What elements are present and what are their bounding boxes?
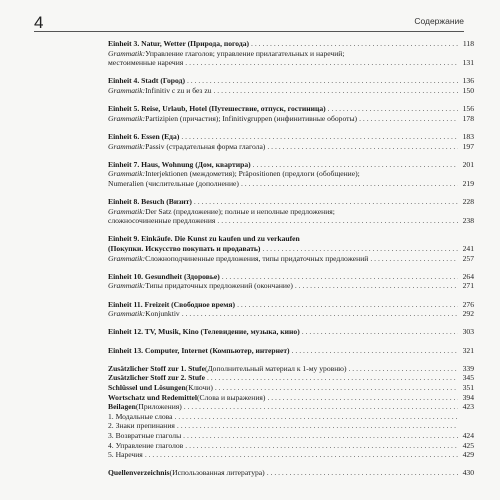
grammar-label: Grammatik: [108, 253, 146, 263]
page-ref: 178 [462, 113, 474, 123]
appendix-line [108, 364, 474, 374]
unit-title-line [108, 346, 474, 356]
entry-text: сложносочиненные предложения [108, 216, 216, 226]
appendix-line [108, 402, 474, 412]
unit-title: Einheit 12. TV, Musik, Kino (Телевидение, музыка, кино) [108, 327, 300, 337]
dot-leader [241, 179, 458, 189]
page-number: 4 [34, 13, 44, 32]
appendix-line [108, 373, 474, 383]
unit-title-line [108, 132, 474, 142]
grammar-label: Grammatik: [108, 141, 146, 151]
dot-leader [292, 346, 458, 356]
page-ref: 197 [462, 141, 474, 151]
unit-title: Einheit 5. Reise, Urlaub, Hotel (Путешествие, отпуск, гостиница) [108, 104, 326, 114]
grammar-line [108, 216, 474, 226]
grammar-line [108, 142, 474, 152]
dot-leader [251, 39, 458, 49]
grammar-line [108, 114, 474, 124]
appendix-subtitle: 1. Модальные слова [108, 411, 173, 421]
grammar-label: Grammatik: [108, 309, 146, 319]
grammar-label: Grammatik: [108, 85, 146, 95]
unit-title: Einheit 9. Einkäufe. Die Kunst zu kaufen und zu verkaufen [108, 234, 300, 244]
dot-leader [207, 373, 458, 383]
dot-leader [328, 104, 458, 114]
grammar-line [108, 244, 474, 254]
grammar-line [108, 309, 474, 319]
toc-unit [108, 197, 474, 226]
page-ref: 276 [462, 299, 474, 309]
dot-leader [175, 412, 458, 422]
dot-leader [295, 281, 458, 291]
entry-text: Numeralien (числительные (дополнение) [108, 178, 239, 188]
unit-title: Einheit 11. Freizeit (Свободное время) [108, 299, 236, 309]
toc-unit [108, 160, 474, 189]
appendix-line [108, 441, 474, 451]
dot-leader [370, 254, 458, 264]
appendix-line [108, 393, 474, 403]
dot-leader [187, 76, 458, 86]
grammar-line [108, 86, 474, 96]
dot-leader [302, 327, 458, 337]
dot-leader [237, 300, 458, 310]
page-ref: 345 [462, 373, 474, 383]
toc-unit [108, 104, 474, 123]
page-ref: 150 [462, 85, 474, 95]
page-ref: 156 [462, 104, 474, 114]
page-ref: 131 [462, 58, 474, 68]
grammar-line [108, 254, 474, 264]
appendix-block [108, 364, 474, 460]
dot-leader [348, 364, 458, 374]
page-ref: 271 [462, 281, 474, 291]
appendix-line [108, 421, 474, 431]
appendix-line [108, 450, 474, 460]
page-ref: 425 [462, 440, 474, 450]
page-ref: 238 [462, 216, 474, 226]
toc-unit [108, 132, 474, 151]
dot-leader [185, 441, 458, 451]
grammar-label: Grammatik: [108, 48, 146, 58]
grammar-line [108, 169, 474, 179]
entry-text: местоименные наречия [108, 58, 184, 68]
unit-title: Einheit 6. Essen (Еда) [108, 131, 180, 141]
unit-title-line [108, 327, 474, 337]
grammar-label: Grammatik: [108, 113, 146, 123]
unit-title-line [108, 300, 474, 310]
appendix-title: Wortschatz und Redemittel [108, 392, 198, 402]
page-ref: 118 [462, 39, 474, 48]
running-title: Содержание [414, 16, 464, 26]
unit-title-line [108, 197, 474, 207]
appendix-title: Zusätzlicher Stoff zur 2. Stufe [108, 373, 205, 383]
grammar-text: Konjunktiv [145, 309, 180, 319]
appendix-title: Beilagen [108, 402, 136, 412]
unit-title: Einheit 4. Stadt (Город) [108, 76, 185, 86]
grammar-line [108, 179, 474, 189]
grammar-text: Partizipien (причастия); Infinitivgruppen (инфинитивные обороты) [145, 113, 358, 123]
grammar-text: Interjektionen (междометия); Präpositionen (предлоги (обобщение); [145, 169, 360, 179]
dot-leader [145, 450, 458, 460]
appendix-subtitle: (Приложения) [135, 402, 182, 412]
unit-title-line [108, 160, 474, 170]
grammar-line [108, 281, 474, 291]
page-ref: 394 [462, 392, 474, 402]
toc-unit [108, 272, 474, 291]
dot-leader [184, 402, 458, 412]
appendix-subtitle: 5. Наречия [108, 450, 143, 460]
appendix-subtitle: (Слова и выражения) [197, 392, 266, 402]
toc-unit [108, 327, 474, 337]
grammar-text: Управление глаголов; управление прилагательных и наречий; [145, 48, 345, 58]
dot-leader [214, 86, 459, 96]
grammar-label: Grammatik: [108, 169, 146, 179]
page-ref: 429 [462, 450, 474, 460]
dot-leader [267, 142, 458, 152]
unit-title: Einheit 3. Natur, Wetter (Природа, погода) [108, 39, 250, 48]
grammar-line [108, 49, 474, 59]
sources-line [108, 468, 474, 478]
dot-leader [262, 244, 458, 254]
sources-title: Quellenverzeichnis [108, 468, 170, 478]
dot-leader [182, 309, 458, 319]
unit-title: Einheit 7. Haus, Wohnung (Дом, квартира) [108, 159, 251, 169]
page-ref: 351 [462, 382, 474, 392]
page-ref: 423 [462, 402, 474, 412]
dot-leader [267, 468, 458, 478]
toc-unit [108, 76, 474, 95]
unit-title: Einheit 13. Computer, Internet (Компьютер, интернет) [108, 345, 290, 355]
dot-leader [359, 114, 458, 124]
appendix-subtitle: 4. Управление глаголов [108, 440, 184, 450]
page-ref: 201 [462, 159, 474, 169]
page-ref: 257 [462, 253, 474, 263]
grammar-text: Infinitiv с zu и без zu [145, 85, 212, 95]
page-ref: 264 [462, 271, 474, 281]
appendix-subtitle: 3. Возвратные глаголы [108, 430, 182, 440]
page-ref: 292 [462, 309, 474, 319]
grammar-label: Grammatik: [108, 281, 146, 291]
unit-title-line [108, 104, 474, 114]
appendix-subtitle: (Ключи) [185, 382, 213, 392]
dot-leader [177, 421, 458, 431]
page-ref: 228 [462, 197, 474, 207]
dot-leader [267, 393, 458, 403]
table-of-contents [108, 39, 474, 487]
dot-leader [215, 383, 458, 393]
entry-text: (Покупки. Искусство покупать и продавать) [108, 244, 261, 254]
appendix-subtitle: 2. Знаки препинания [108, 421, 175, 431]
unit-title-line [108, 234, 474, 244]
toc-unit [108, 234, 474, 263]
dot-leader [194, 197, 458, 207]
grammar-line [108, 207, 474, 217]
grammar-text: Der Satz (предложение); полные и неполные предложения; [145, 206, 335, 216]
dot-leader [183, 431, 458, 441]
page-ref: 424 [462, 430, 474, 440]
unit-title: Einheit 8. Besuch (Визит) [108, 197, 192, 207]
toc-unit [108, 300, 474, 319]
page-ref: 183 [462, 131, 474, 141]
page-ref: 321 [462, 345, 474, 355]
unit-title: Einheit 10. Gesundheit (Здоровье) [108, 271, 220, 281]
unit-title-line [108, 39, 474, 49]
dot-leader [253, 160, 458, 170]
page-ref: 303 [462, 327, 474, 337]
grammar-text: Passiv (страдательная форма глагола) [145, 141, 266, 151]
appendix-title: Schlüssel und Lösungen [108, 382, 186, 392]
appendix-line [108, 431, 474, 441]
toc-unit [108, 39, 474, 68]
toc-unit [108, 346, 474, 356]
sources-subtitle: (Использованная литература) [169, 468, 265, 478]
page-ref: 430 [462, 468, 474, 478]
header-rule [34, 31, 464, 32]
page-ref: 241 [462, 244, 474, 254]
appendix-title: Zusätzlicher Stoff zur 1. Stufe [108, 363, 205, 373]
sources-block [108, 468, 474, 478]
appendix-line [108, 383, 474, 393]
page-ref: 339 [462, 363, 474, 373]
appendix-subtitle: (Дополнительный материал к 1-му уровню) [204, 363, 347, 373]
unit-title-line [108, 272, 474, 282]
grammar-text: Типы придаточных предложений (окончание) [145, 281, 293, 291]
dot-leader [217, 216, 458, 226]
page-ref: 219 [462, 178, 474, 188]
appendix-line [108, 412, 474, 422]
page-ref: 136 [462, 76, 474, 86]
unit-title-line [108, 76, 474, 86]
grammar-line [108, 58, 474, 68]
dot-leader [222, 272, 458, 282]
grammar-label: Grammatik: [108, 206, 146, 216]
dot-leader [181, 132, 458, 142]
grammar-text: Сложноподчиненные предложения, типы придаточных предложений [145, 253, 369, 263]
dot-leader [185, 58, 458, 68]
